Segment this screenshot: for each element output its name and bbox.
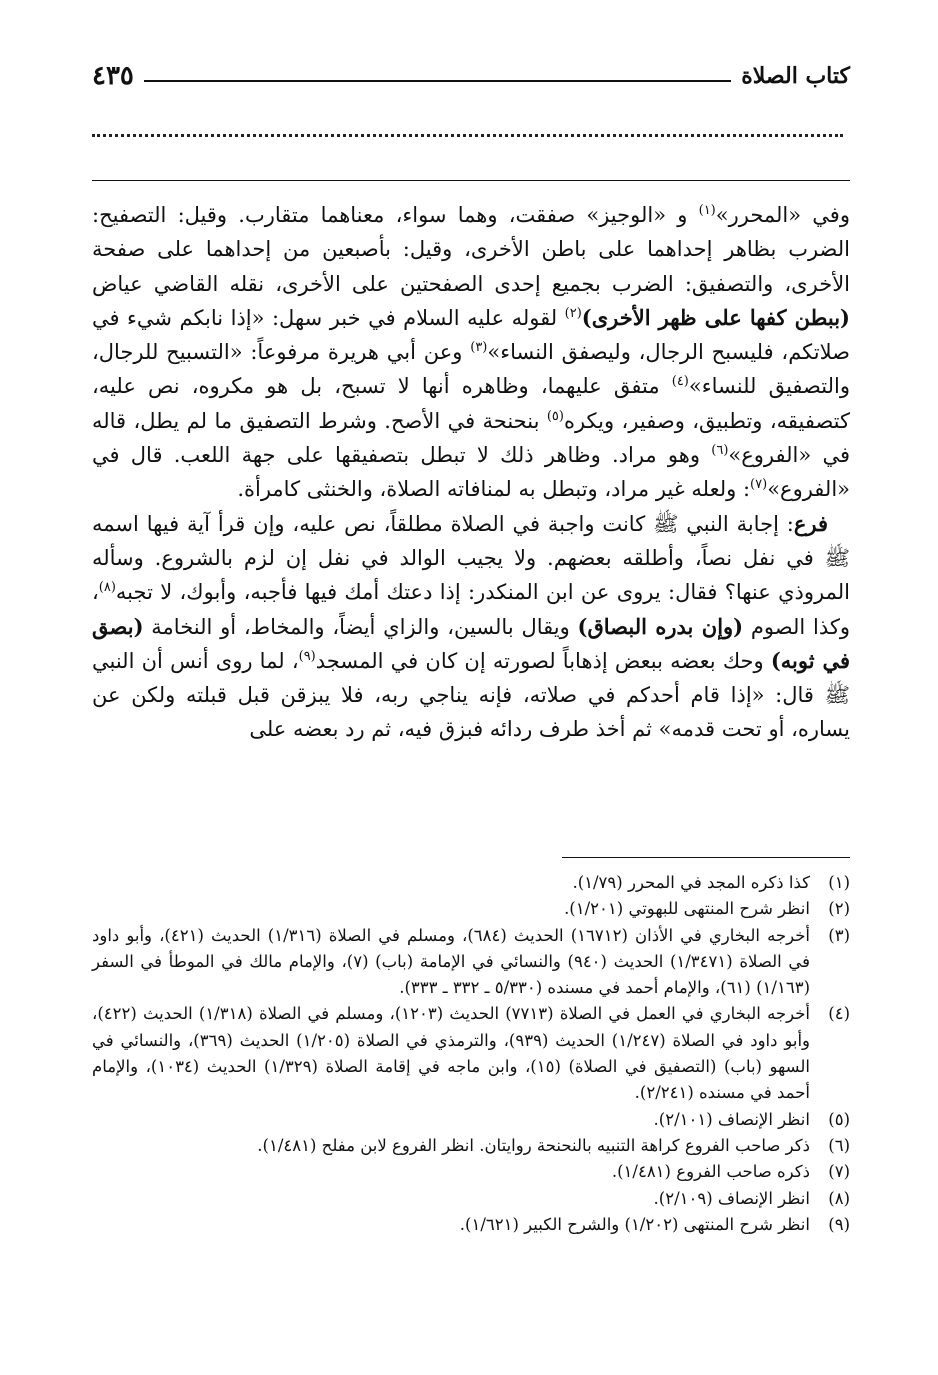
footnote-number: (٨): [828, 1188, 850, 1208]
footnote-text: كذا ذكره المجد في المحرر (١/٧٩).: [572, 873, 810, 892]
bold-text-run: فرع: [793, 510, 828, 536]
text-run: ، لما روى أنس أن النبي ﷺ قال: «إذا قام أحدكم في صلاته، فإنه يناجي ربه، فلا يبزقن قبل قبلته ولكن عن يساره، أو تحت قدمه» ثم أخذ طرف ردائه فبزق فيه، ثم رد بعضه على: [92, 648, 850, 742]
bold-text-run: (ببطن كفها على ظهر الأخرى): [581, 304, 850, 330]
footnote-ref[interactable]: (٣): [470, 340, 488, 356]
footnote-number: (٢): [828, 899, 850, 919]
footnote-ref[interactable]: (٧): [750, 477, 768, 493]
footnote-text: ذكر صاحب الفروع كراهة التنبيه بالنحنحة روايتان. انظر الفروع لابن مفلح (١/٤٨١).: [257, 1135, 810, 1155]
footnote-item: [92, 870, 850, 896]
footnote-number: (٦): [828, 1135, 850, 1155]
book-title: كتاب الصلاة: [741, 63, 850, 89]
footnote-text: أخرجه البخاري في العمل في الصلاة (٧٧١٣) الحديث (١٢٠٣)، ومسلم في الصلاة (١/٣١٨) الحديث (٤٢٢)، وأبو داود في الصلاة (١/٢٤٧) الحديث (٩٣٩)، والترمذي في الصلاة (١/٢٠٥) الحديث (٣٦٩)، والنسائي في السهو (باب) (التصفيق في الصلاة) (١٥)، وابن ماجه في إقامة الصلاة (١/٣٢٩) الحديث (١٠٣٤)، والإمام أحمد في مسنده (٢/٢٤١).: [92, 1004, 811, 1103]
header-rule: [144, 80, 731, 82]
text-run: و «الوجيز» صفقت، وهما سواء، معناهما متقارب. وقيل: التصفيح: الضرب بظاهر إحداهما على باطن الأخرى، وقيل: بأصبعين من إحداهما على صفحة الأخرى، والتصفيق: الضرب بجميع إحدى الصفحتين على الأخرى، نقله القاضي عياض: [92, 203, 850, 296]
footnote-number: (٣): [828, 925, 850, 945]
running-header: [92, 58, 850, 94]
text-run: : إجابة النبي ﷺ كانت واجبة في الصلاة مطلقاً، نص عليه، وإن قرأ آية فيها اسمه ﷺ في نفل نصاً، وأطلقه بعضهم. ولا يجيب الوالد في نفل إن لزم بالشروع. وسأله المروذي عنها؟ فقال: يروى عن ابن المنكدر: إذا دعتك أمك فيها فأجبه، وأبوك، لا تجبه: [92, 511, 850, 605]
footnote-ref[interactable]: (٥): [546, 408, 564, 424]
footnote-item: [92, 1186, 850, 1212]
footnote-item: [92, 923, 850, 1002]
footnotes: [92, 870, 850, 1238]
footnote-item: [92, 1159, 850, 1185]
paragraph-2: [92, 507, 850, 747]
text-run: ويقال بالسين، والزاي أيضاً، والمخاط، أو النخامة: [143, 614, 578, 639]
footnote-text: انظر شرح المنتهى للبهوتي (١/٢٠١).: [564, 899, 810, 919]
footnote-text: انظر الإنصاف (٢/١٠١).: [653, 1109, 810, 1129]
text-run: بنحنحة في الأصح. وشرط التصفيق ما لم يطل، قاله في «الفروع»: [92, 408, 850, 468]
footnote-ref[interactable]: (٩): [298, 648, 316, 664]
footnote-number: (٥): [828, 1109, 850, 1129]
text-run: وهو مراد. وظاهر ذلك لا تبطل بتصفيقها على جهة اللعب. قال في «الفروع»: [92, 443, 850, 502]
text-run: ، وكذا الصوم: [92, 580, 850, 639]
footnote-item: [92, 1001, 850, 1106]
footnote-number: (٧): [828, 1162, 850, 1182]
footnote-ref[interactable]: (٤): [671, 374, 689, 390]
footnote-item: [92, 896, 850, 922]
page-number: ٤٣٥: [92, 61, 134, 91]
text-run: وحك بعضه ببعض إذهاباً لصورته إن كان في المسجد: [315, 648, 771, 673]
bold-text-run: (وإن بدره البصاق): [577, 613, 744, 639]
dotted-divider: [92, 134, 843, 137]
text-run: وفي «المحرر»: [715, 203, 850, 227]
text-run: لقوله عليه السلام في خبر سهل: «إذا نابكم شيء في صلاتكم، فليسبح الرجال، وليصفق النساء»: [92, 305, 850, 365]
section-divider: [92, 180, 850, 181]
footnote-separator: [562, 857, 850, 858]
text-run: : ولعله غير مراد، وتبطل به لمنافاته الصلاة، والخنثى كامرأة.: [237, 477, 751, 502]
footnote-item: [92, 1107, 850, 1133]
text-run: متفق عليهما، وظاهره أنها لا تسبح، بل هو مكروه، نص عليه، كتصفيقه، وتطبيق، وصفير، ويكره: [92, 374, 850, 433]
footnote-item: [92, 1212, 850, 1238]
footnote-text: أخرجه البخاري في الأذان (١٦٧١٢) الحديث (٦٨٤)، ومسلم في الصلاة (١/٣١٦) الحديث (٤٢١)، وأبو داود في الصلاة (١/٣٤٧١) الحديث (٩٤٠) والنسائي في الإمامة (باب) (٧)، والإمام مالك في الموطأ في السفر (١/١٦٣) (٦١)، والإمام أحمد في مسنده (٥/٣٣٠ ـ ٣٣٢ ـ ٣٣٣).: [92, 925, 811, 998]
footnote-text: انظر الإنصاف (٢/١٠٩).: [653, 1188, 810, 1208]
footnote-item: [92, 1133, 850, 1159]
footnote-ref[interactable]: (٦): [711, 443, 729, 459]
footnote-text: ذكره صاحب الفروع (١/٤٨١).: [611, 1162, 810, 1182]
footnote-ref[interactable]: (٢): [564, 305, 582, 321]
footnote-ref[interactable]: (١): [698, 203, 716, 218]
paragraph-1: [92, 198, 850, 507]
text-run: وعن أبي هريرة مرفوعاً: «التسبيح للرجال، والتصفيق للنساء»: [92, 340, 850, 399]
footnote-text: انظر شرح المنتهى (١/٢٠٢) والشرح الكبير (١/٦٢١).: [459, 1214, 810, 1234]
footnote-number: (٩): [828, 1214, 850, 1234]
footnote-ref[interactable]: (٨): [98, 580, 116, 596]
bold-text-run: (بصق في ثوبه): [92, 613, 850, 673]
footnote-number: (١): [828, 873, 850, 892]
main-text: [92, 198, 850, 747]
footnote-number: (٤): [828, 1004, 850, 1024]
